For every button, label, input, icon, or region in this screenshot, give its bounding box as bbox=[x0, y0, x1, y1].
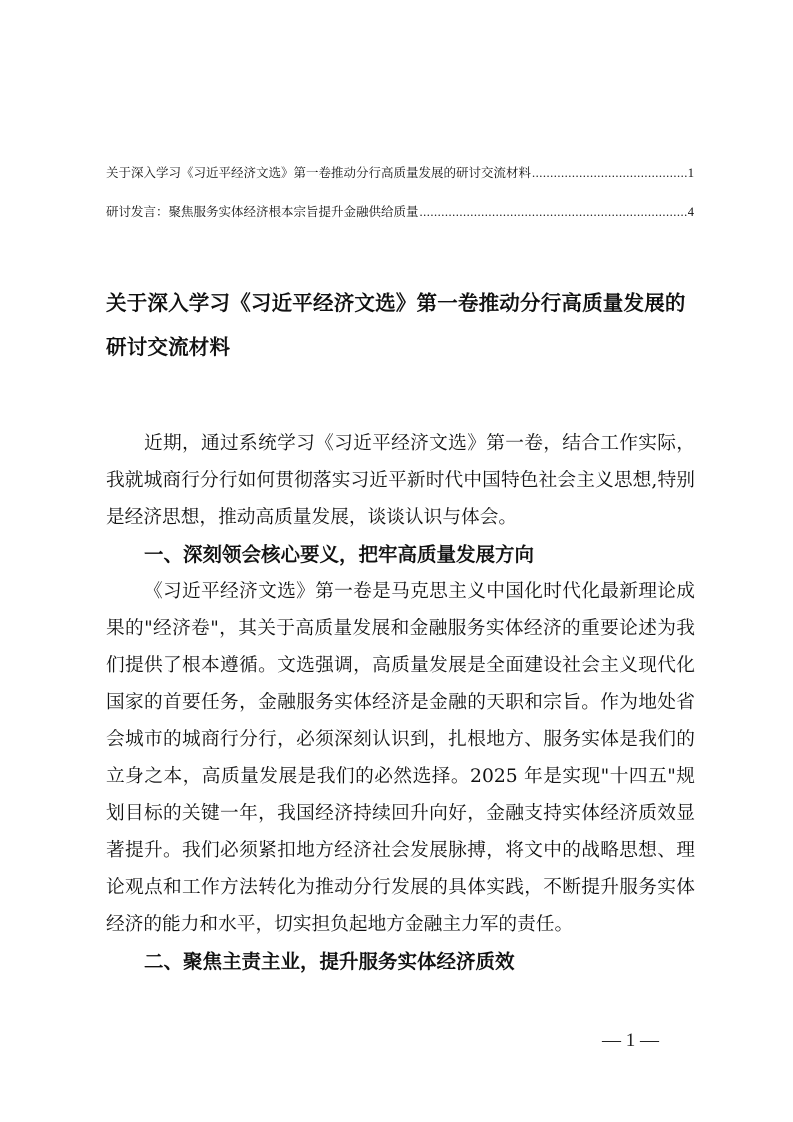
document-title bbox=[106, 281, 706, 369]
document-title-line: 研讨交流材料 bbox=[106, 335, 231, 359]
section-1-paragraph: 《习近平经济文选》第一卷是马克思主义中国化时代化最新理论成果的"经济卷"，其关于高质量发展和金融服务实体经济的重要论述为我们提供了根本遵循。文选强调，高质量发展是全面建设社会主义现代化国家的首要任务，金融服务实体经济是金融的天职和宗旨。作为地处省会城市的城商行分行，必须深刻认识到，扎根地方、服务实体是我们的立身之本，高质量发展是我们的必然选择。2025 年是实现"十四五"规划目标的关键一年，我国经济持续回升向好，金融支持实体经济质效显著提升。我们必须紧扣地方经济社会发展脉搏，将文中的战略思想、理论观点和工作方法转化为推动分行发展的具体实践，不断提升服务实体经济的能力和水平，切实担负起地方金融主力军的责任。 bbox=[106, 581, 695, 935]
toc-entry-title: 关于深入学习《习近平经济文选》第一卷推动分行高质量发展的研讨交流材料 bbox=[106, 166, 532, 180]
intro-paragraph: 近期，通过系统学习《习近平经济文选》第一卷，结合工作实际，我就城商行分行如何贯彻落实习近平新时代中国特色社会主义思想,特别是经济思想，推动高质量发展，谈谈认识与体会。 bbox=[106, 433, 695, 528]
section-1-heading: 一、深刻领会核心要义，把牢高质量发展方向 bbox=[144, 543, 535, 566]
toc-entry[interactable] bbox=[106, 202, 694, 220]
page-number: — 1 — bbox=[602, 1030, 659, 1051]
toc-entry[interactable] bbox=[106, 163, 694, 181]
toc-entry-title: 研讨发言：聚焦服务实体经济根本宗旨提升金融供给质量 bbox=[106, 205, 419, 219]
section-2-heading: 二、聚焦主责主业，提升服务实体经济质效 bbox=[144, 950, 515, 973]
toc-leader-dots bbox=[532, 166, 687, 181]
section-1 bbox=[106, 536, 695, 573]
section-1-body bbox=[106, 573, 695, 943]
toc-entry-page: 1 bbox=[687, 166, 694, 180]
section-2 bbox=[106, 943, 695, 980]
toc-entry-page: 4 bbox=[687, 205, 694, 219]
document-title-line: 关于深入学习《习近平经济文选》第一卷推动分行高质量发展的 bbox=[106, 291, 686, 315]
toc-leader-dots bbox=[420, 205, 687, 220]
intro-section bbox=[106, 425, 695, 536]
